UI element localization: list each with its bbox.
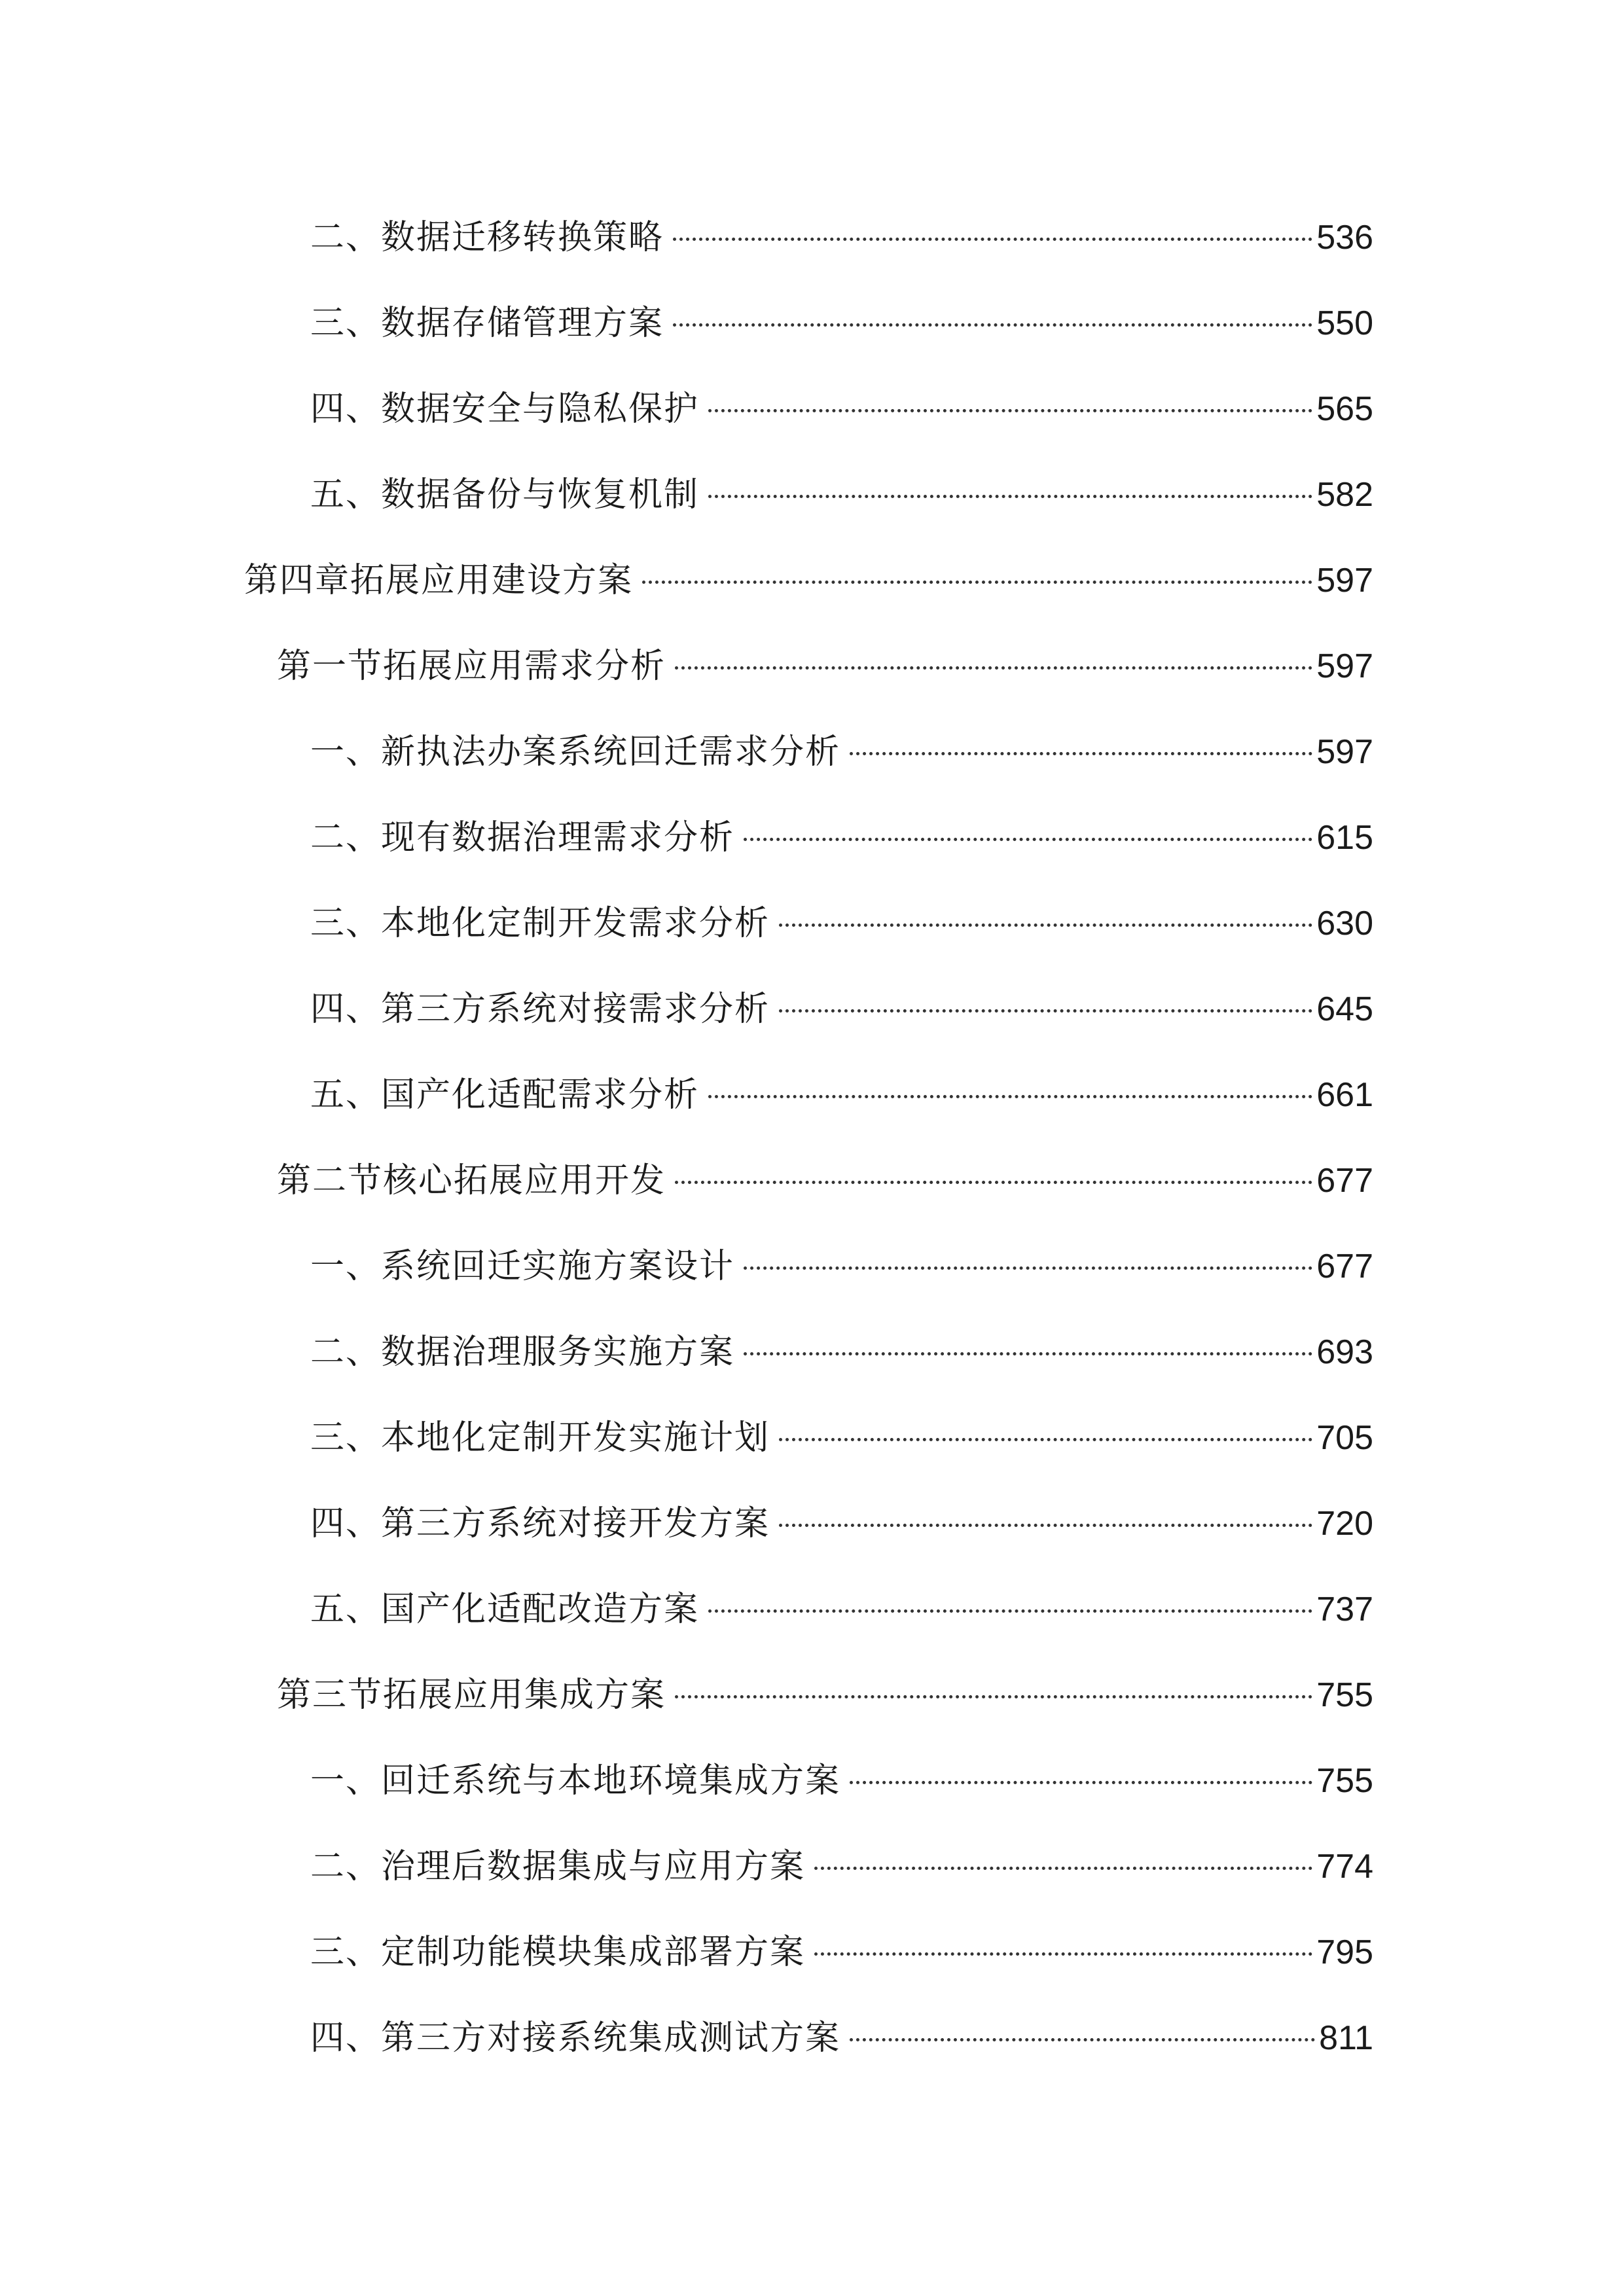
toc-entry-title: 四、第三方系统对接需求分析 bbox=[310, 990, 770, 1029]
toc-dot-leader bbox=[744, 838, 1312, 841]
toc-entry[interactable] bbox=[310, 723, 1373, 781]
toc-dot-leader bbox=[814, 1952, 1312, 1956]
toc-entry[interactable] bbox=[310, 1323, 1373, 1382]
toc-entry-page-number: 737 bbox=[1316, 1590, 1373, 1628]
toc-dot-leader bbox=[744, 1266, 1312, 1270]
toc-dot-leader bbox=[673, 323, 1312, 327]
toc-entry[interactable] bbox=[310, 894, 1373, 953]
toc-dot-leader bbox=[708, 409, 1312, 412]
toc-entry[interactable] bbox=[310, 980, 1373, 1039]
toc-entry[interactable] bbox=[310, 208, 1373, 267]
toc-dot-leader bbox=[675, 1181, 1312, 1184]
toc-entry-title: 第二节核心拓展应用开发 bbox=[277, 1161, 666, 1200]
toc-dot-leader bbox=[708, 1095, 1312, 1098]
toc-entry[interactable] bbox=[277, 637, 1373, 696]
toc-entry-page-number: 582 bbox=[1316, 476, 1373, 514]
toc-entry[interactable] bbox=[310, 380, 1373, 439]
toc-dot-leader bbox=[850, 752, 1312, 755]
toc-dot-leader bbox=[814, 1867, 1312, 1870]
toc-entry-title: 一、系统回迁实施方案设计 bbox=[310, 1247, 735, 1286]
toc-dot-leader bbox=[744, 1352, 1312, 1355]
toc-entry-page-number: 597 bbox=[1316, 647, 1373, 685]
toc-entry[interactable] bbox=[310, 1751, 1373, 1810]
toc-entry-page-number: 550 bbox=[1316, 304, 1373, 342]
toc-entry-page-number: 811 bbox=[1319, 2019, 1373, 2057]
toc-entry[interactable] bbox=[310, 1494, 1373, 1553]
toc-entry-page-number: 661 bbox=[1316, 1076, 1373, 1114]
toc-dot-leader bbox=[673, 238, 1312, 241]
toc-entry[interactable] bbox=[310, 1580, 1373, 1639]
toc-entry[interactable] bbox=[310, 808, 1373, 867]
toc-entry-page-number: 795 bbox=[1316, 1933, 1373, 1971]
toc-entry-page-number: 615 bbox=[1316, 819, 1373, 857]
toc-entry[interactable] bbox=[310, 1066, 1373, 1124]
toc-entry-page-number: 565 bbox=[1316, 390, 1373, 428]
toc-entry-title: 第四章拓展应用建设方案 bbox=[244, 561, 634, 600]
toc-dot-leader bbox=[850, 2038, 1315, 2041]
toc-entry[interactable] bbox=[310, 294, 1373, 353]
toc-entry-title: 第三节拓展应用集成方案 bbox=[277, 1676, 666, 1715]
toc-entry[interactable] bbox=[310, 1837, 1373, 1896]
toc-entry[interactable] bbox=[277, 1151, 1373, 1210]
toc-entry-page-number: 677 bbox=[1316, 1162, 1373, 1200]
toc-dot-leader bbox=[850, 1781, 1312, 1784]
toc-entry-title: 二、数据迁移转换策略 bbox=[310, 218, 664, 257]
toc-entry-title: 三、本地化定制开发需求分析 bbox=[310, 904, 770, 943]
toc-entry-page-number: 774 bbox=[1316, 1848, 1373, 1886]
toc-dot-leader bbox=[675, 1695, 1312, 1698]
toc-entry-title: 五、国产化适配改造方案 bbox=[310, 1590, 700, 1629]
toc-entry-page-number: 645 bbox=[1316, 990, 1373, 1028]
toc-entry[interactable] bbox=[310, 1408, 1373, 1467]
toc-entry-title: 三、定制功能模块集成部署方案 bbox=[310, 1933, 806, 1972]
toc-entry-page-number: 597 bbox=[1316, 562, 1373, 600]
toc-entry-page-number: 755 bbox=[1316, 1762, 1373, 1800]
toc-entry[interactable] bbox=[310, 465, 1373, 524]
toc-entry-title: 三、本地化定制开发实施计划 bbox=[310, 1418, 770, 1458]
toc-entry-title: 二、治理后数据集成与应用方案 bbox=[310, 1847, 806, 1886]
toc-entry[interactable] bbox=[244, 551, 1373, 610]
toc-entry-page-number: 597 bbox=[1316, 733, 1373, 771]
toc-entry-title: 五、国产化适配需求分析 bbox=[310, 1075, 700, 1115]
toc-entry-title: 三、数据存储管理方案 bbox=[310, 304, 664, 343]
toc-entry[interactable] bbox=[310, 1923, 1373, 1982]
toc-entry-title: 一、回迁系统与本地环境集成方案 bbox=[310, 1761, 841, 1801]
toc-entry-page-number: 677 bbox=[1316, 1247, 1373, 1285]
toc-entry-page-number: 630 bbox=[1316, 905, 1373, 942]
toc-entry-page-number: 693 bbox=[1316, 1333, 1373, 1371]
toc-dot-leader bbox=[642, 581, 1312, 584]
toc-dot-leader bbox=[779, 1009, 1312, 1013]
toc-dot-leader bbox=[708, 495, 1312, 498]
toc-dot-leader bbox=[779, 1524, 1312, 1527]
toc-entry-title: 五、数据备份与恢复机制 bbox=[310, 475, 700, 514]
toc-entry-page-number: 720 bbox=[1316, 1505, 1373, 1543]
toc-entry-title: 二、数据治理服务实施方案 bbox=[310, 1333, 735, 1372]
toc-entry-title: 二、现有数据治理需求分析 bbox=[310, 818, 735, 857]
toc-entry-title: 四、数据安全与隐私保护 bbox=[310, 389, 700, 429]
toc-dot-leader bbox=[779, 1438, 1312, 1441]
toc-dot-leader bbox=[708, 1609, 1312, 1613]
toc-dot-leader bbox=[675, 666, 1312, 670]
toc-entry-page-number: 705 bbox=[1316, 1419, 1373, 1457]
toc-entry-title: 一、新执法办案系统回迁需求分析 bbox=[310, 732, 841, 772]
toc-entry-title: 四、第三方系统对接开发方案 bbox=[310, 1504, 770, 1543]
toc-dot-leader bbox=[779, 924, 1312, 927]
toc-entry-page-number: 755 bbox=[1316, 1676, 1373, 1714]
toc-entry-page-number: 536 bbox=[1316, 219, 1373, 257]
toc-entry-title: 第一节拓展应用需求分析 bbox=[277, 647, 666, 686]
toc-entry[interactable] bbox=[277, 1666, 1373, 1725]
toc-entry[interactable] bbox=[310, 1237, 1373, 1296]
toc-entry-title: 四、第三方对接系统集成测试方案 bbox=[310, 2018, 841, 2058]
toc-entry[interactable] bbox=[310, 2009, 1373, 2068]
